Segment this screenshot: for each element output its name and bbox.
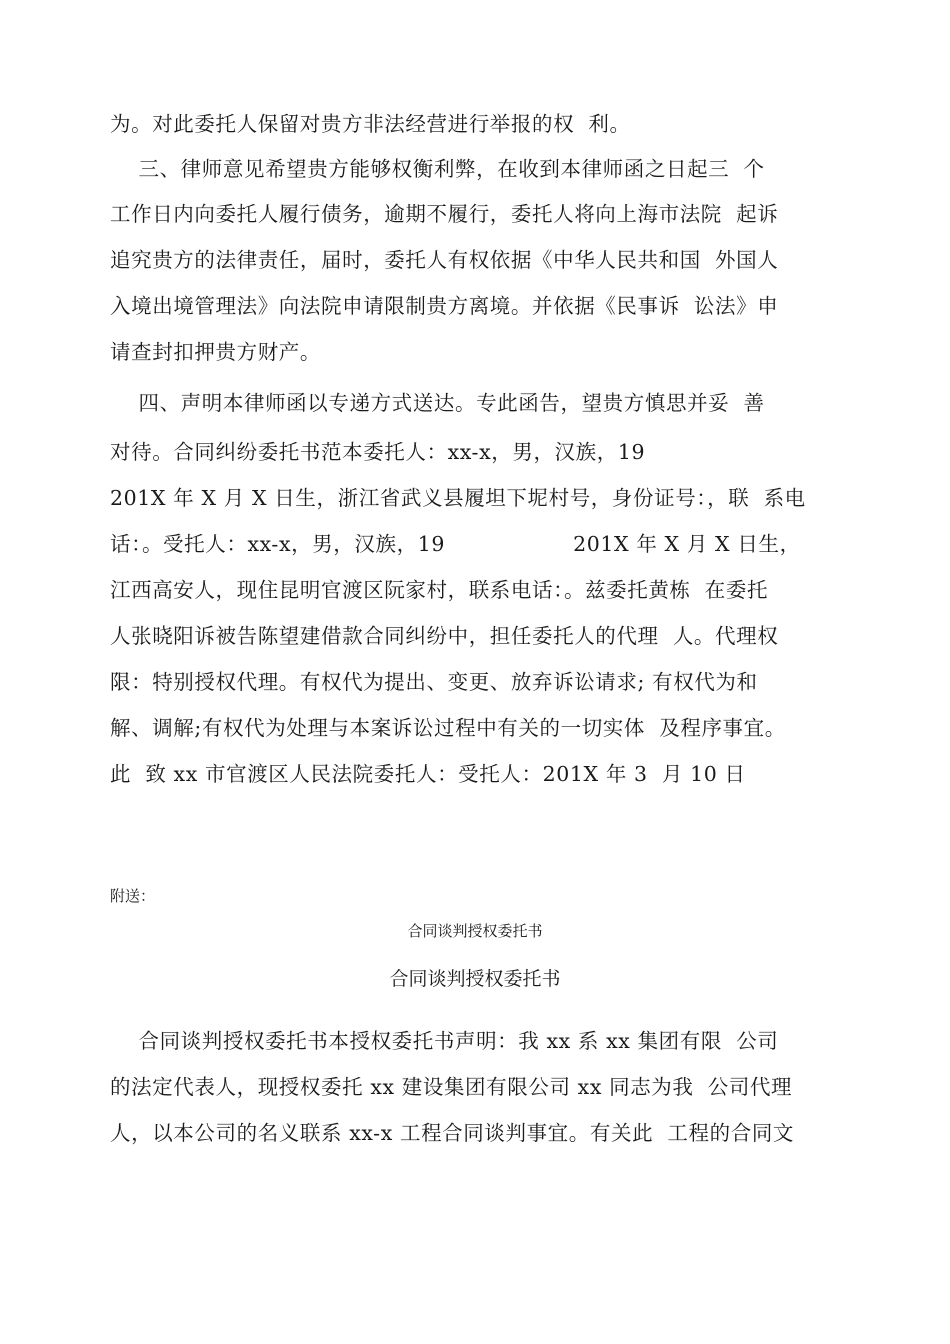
letter-line: 工作日内向委托人履行债务，逾期不履行，委托人将向上海市法院 起诉 [110,202,779,226]
attachment-label: 附送： [110,887,156,905]
letter-line: 人张晓阳诉被告陈望建借款合同纠纷中，担任委托人的代理 人。代理权 [110,624,779,648]
letter-line: 解、调解;有权代为处理与本案诉讼过程中有关的一切实体 及程序事宜。 [110,716,786,740]
attachment-line: 人，以本公司的名义联系 xx-x 工程合同谈判事宜。有关此 工程的合同文 [110,1121,795,1145]
letter-line: 四、声明本律师函以专递方式送达。专此函告，望贵方慎思并妥 善 [110,391,765,415]
letter-line: 为。对此委托人保留对贵方非法经营进行举报的权 利。 [110,112,631,136]
letter-line: 三、律师意见希望贵方能够权衡利弊，在收到本律师函之日起三 个 [110,157,765,181]
attachment-line: 的法定代表人，现授权委托 xx 建设集团有限公司 xx 同志为我 公司代理 [110,1075,793,1099]
letter-line: 限：特别授权代理。有权代为提出、变更、放弃诉讼请求; 有权代为和 [110,670,758,694]
letter-line: 请查封扣押贵方财产。 [110,340,321,364]
attachment-small-title: 合同谈判授权委托书 [407,922,543,940]
attachment-main-title: 合同谈判授权委托书 [389,968,561,990]
letter-line: 江西高安人，现住昆明官渡区阮家村，联系电话：。兹委托黄栋 在委托 [110,578,769,602]
letter-line: 追究贵方的法律责任，届时，委托人有权依据《中华人民共和国 外国人 [110,248,779,272]
letter-line: 201X 年 X 月 X 日生，浙江省武义县履坦下坭村号，身份证号：，联 系电 [110,486,806,510]
letter-line: 话：。受托人：xx-x，男，汉族，19 201X 年 X 月 X 日生， [110,532,801,556]
letter-line: 对待。合同纠纷委托书范本委托人：xx-x，男，汉族，19 [110,440,646,464]
attachment-line: 合同谈判授权委托书本授权委托书声明：我 xx 系 xx 集团有限 公司 [110,1029,779,1053]
letter-line: 此 致 xx 市官渡区人民法院委托人：受托人：201X 年 3 月 10 日 [110,762,746,786]
letter-line: 入境出境管理法》向法院申请限制贵方离境。并依据《民事诉 讼法》申 [110,294,779,318]
